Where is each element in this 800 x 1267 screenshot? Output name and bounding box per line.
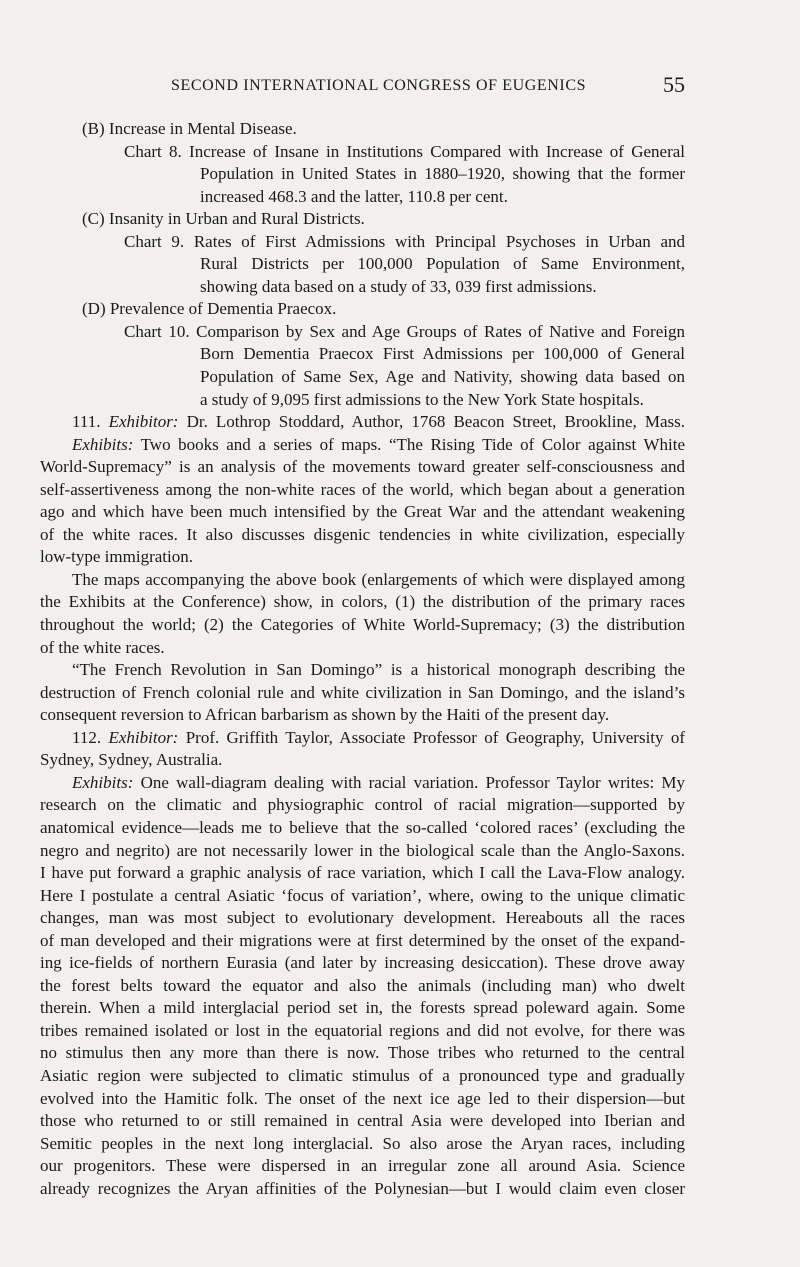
exhibitor-text: Dr. Lothrop Stoddard, Author, 1768 Beacon Street, Brookline, Mass. <box>186 412 685 432</box>
body-line: consequent reversion to African barbarism as shown by the Haiti of the present day. <box>40 705 610 725</box>
chart-8-line: increased 468.3 and the latter, 110.8 per cent. <box>200 186 508 206</box>
body-line: therein. When a mild interglacial period set in, the forests spread poleward again. Some <box>40 998 685 1018</box>
body-line: changes, man was most subject to evolutionary development. Hereabouts all the races <box>40 908 685 928</box>
running-head <box>40 72 685 106</box>
chart-9-line: showing data based on a study of 33, 039 first admissions. <box>200 276 597 296</box>
body-line: “The French Revolution in San Domingo” is a historical monograph describing the <box>72 660 685 680</box>
exhibitor-112-line <box>40 727 685 750</box>
body-line: ago and which have been much intensified by the Great War and the attendant weakening <box>40 502 685 522</box>
body-line: the Exhibits at the Conference) show, in colors, (1) the distribution of the primary races <box>40 592 685 612</box>
body-line: our progenitors. These were dispersed in an irregular zone all around Asia. Science <box>40 1156 685 1176</box>
body-line: ing ice-fields of northern Eurasia (and later by increasing desiccation). These drove away <box>40 953 685 973</box>
page-number: 55 <box>663 72 685 97</box>
chart-10-line: Born Dementia Praecox First Admissions per 100,000 of General <box>200 344 685 364</box>
exhibits-label: Exhibits: <box>72 434 134 454</box>
page-body <box>40 118 685 1200</box>
body-line: Sydney, Sydney, Australia. <box>40 750 223 770</box>
exhibits-text: Two books and a series of maps. “The Rising Tide of Color against White <box>140 434 685 454</box>
section-heading-d: (D) Prevalence of Dementia Praecox. <box>82 299 337 319</box>
body-line: self-assertiveness among the non-white races of the world, which began about a generation <box>40 479 685 499</box>
body-line: Here I postulate a central Asiatic ‘focus of variation’, where, owing to the unique climatic <box>40 885 685 905</box>
chart-9-line: Chart 9. Rates of First Admissions with Principal Psychoses in Urban and <box>124 231 685 251</box>
chart-9-line: Rural Districts per 100,000 Population of Same Environment, <box>200 254 685 274</box>
item-number: 111. <box>72 412 101 432</box>
section-heading-c: (C) Insanity in Urban and Rural Districts. <box>82 209 365 229</box>
body-line: tribes remained isolated or lost in the equatorial regions and did not evolve, for there was <box>40 1020 685 1040</box>
body-line: those who returned to or still remained in central Asia were developed into Iberian and <box>40 1111 685 1131</box>
body-line: no stimulus then any more than there is now. Those tribes who returned to the central <box>40 1043 685 1063</box>
body-line: of the white races. <box>40 637 165 657</box>
body-line: anatomical evidence—leads me to believe that the so-called ‘colored races’ (excluding the <box>40 817 685 837</box>
chart-10-line: Chart 10. Comparison by Sex and Age Groups of Rates of Native and Foreign <box>124 321 685 341</box>
exhibitor-111-line <box>40 411 685 434</box>
body-line: of man developed and their migrations were at first determined by the onset of the expand- <box>40 930 685 950</box>
body-line: negro and negrito) are not necessarily lower in the biological scale than the Anglo-Saxons. <box>40 840 685 860</box>
item-number: 112. <box>72 727 102 747</box>
body-line: throughout the world; (2) the Categories of White World-Supremacy; (3) the distribution <box>40 615 685 635</box>
exhibitor-label: Exhibitor: <box>108 727 179 747</box>
exhibits-112-line <box>40 772 685 795</box>
exhibits-label: Exhibits: <box>72 772 134 792</box>
body-line: Semitic peoples in the next long interglacial. So also arose the Aryan races, including <box>40 1133 685 1153</box>
chart-8-line: Chart 8. Increase of Insane in Institutions Compared with Increase of General <box>124 141 685 161</box>
body-line: evolved into the Hamitic folk. The onset of the next ice age led to their dispersion—but <box>40 1088 685 1108</box>
exhibitor-label: Exhibitor: <box>108 412 179 432</box>
running-title: SECOND INTERNATIONAL CONGRESS OF EUGENICS <box>171 77 587 94</box>
body-line: already recognizes the Aryan affinities of the Polynesian—but I would claim even closer <box>40 1178 685 1198</box>
body-line: research on the climatic and physiographic control of racial migration—supported by <box>40 795 685 815</box>
chart-10-line: a study of 9,095 first admissions to the New York State hospitals. <box>200 389 644 409</box>
body-line: World-Supremacy” is an analysis of the movements toward greater self-consciousness and <box>40 457 685 477</box>
body-line: Asiatic region were subjected to climatic stimulus of a pronounced type and gradually <box>40 1065 685 1085</box>
section-heading-b: (B) Increase in Mental Disease. <box>82 119 297 138</box>
exhibitor-text: Prof. Griffith Taylor, Associate Professor of Geography, University of <box>185 727 686 747</box>
body-line: destruction of French colonial rule and white civilization in San Domingo, and the island’s <box>40 682 685 702</box>
chart-10-line: Population of Same Sex, Age and Nativity, showing data based on <box>200 367 685 387</box>
body-line: The maps accompanying the above book (enlargements of which were displayed among <box>72 569 685 589</box>
exhibits-text: One wall-diagram dealing with racial variation. Professor Taylor writes: My <box>140 772 686 792</box>
exhibits-111-line <box>40 434 685 457</box>
body-line: low-type immigration. <box>40 547 193 567</box>
chart-8-line: Population in United States in 1880–1920, showing that the former <box>200 164 685 184</box>
body-line: I have put forward a graphic analysis of race variation, which I call the Lava-Flow analogy. <box>40 863 685 883</box>
body-line: the forest belts toward the equator and also the animals (including man) who dwelt <box>40 975 685 995</box>
body-line: of the white races. It also discusses disgenic tendencies in white civilization, especially <box>40 524 685 544</box>
